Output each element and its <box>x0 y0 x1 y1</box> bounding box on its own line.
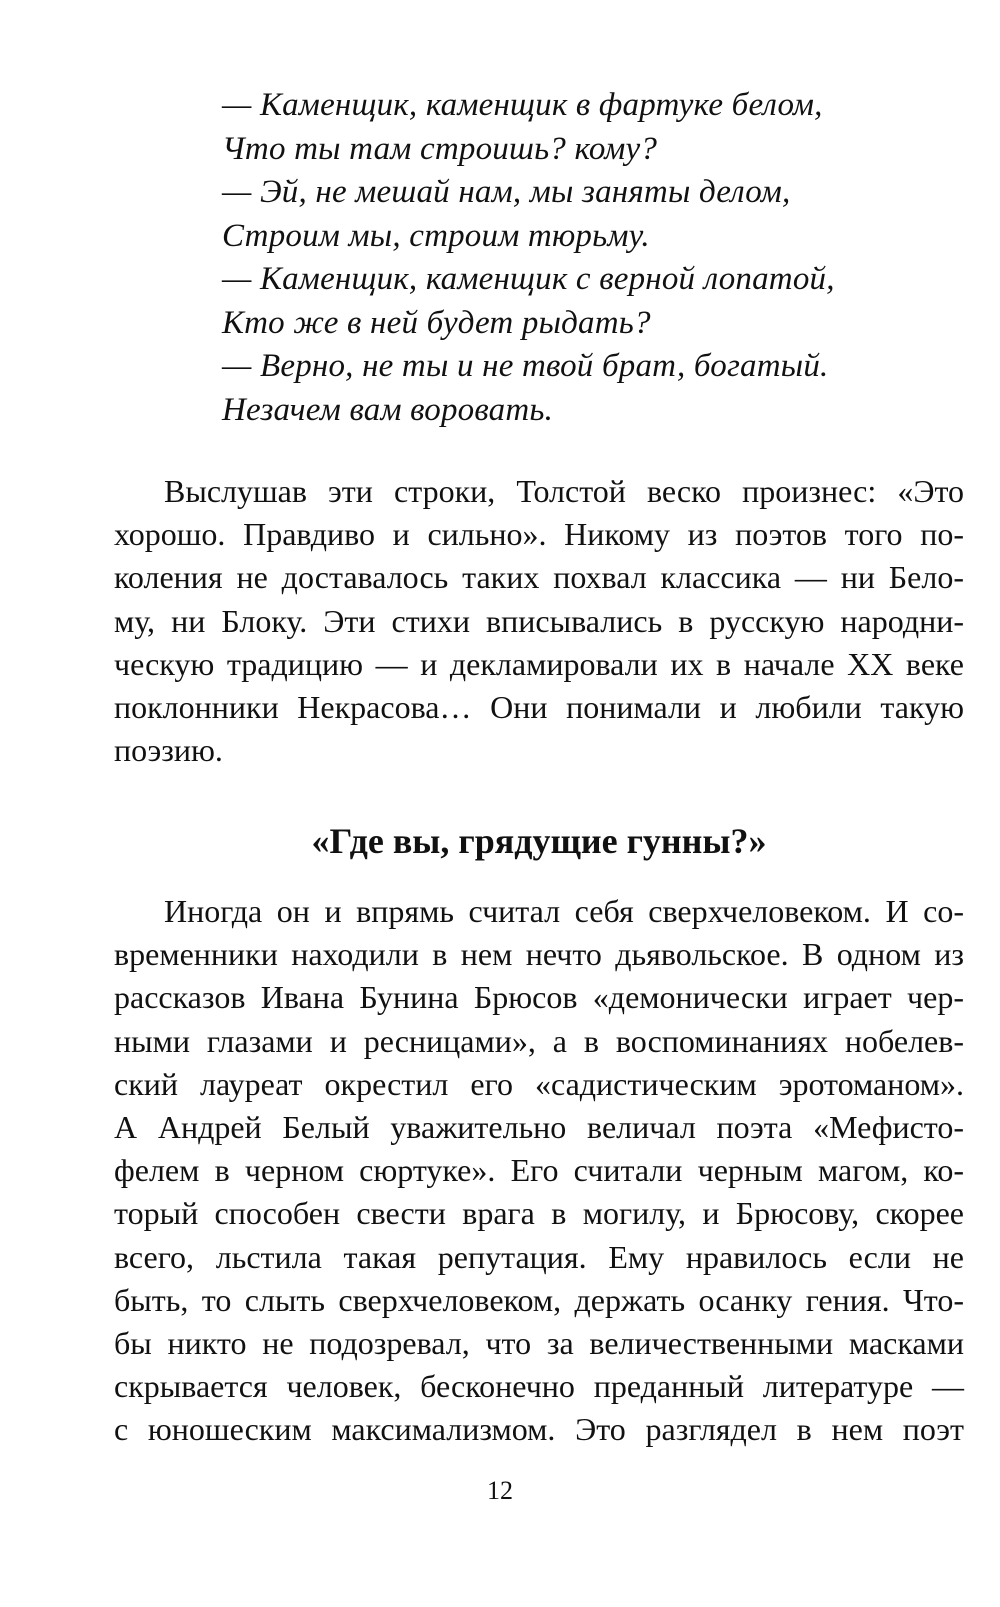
paragraph-line: Иногда он и впрямь считал себя сверхчеловеком. И со- <box>164 893 964 929</box>
poem-line: — Верно, не ты и не твой брат, богатый. <box>222 348 829 384</box>
paragraph-line: скрывается человек, бесконечно преданный литературе — <box>114 1368 964 1405</box>
poem-stanza <box>222 84 922 432</box>
paragraph-line: поэзию. <box>114 732 223 769</box>
poem-line: — Каменщик, каменщик в фартуке белом, <box>222 87 823 123</box>
poem-line: Строим мы, строим тюрьму. <box>222 217 650 254</box>
paragraph-line: быть, то слыть сверхчеловеком, держать осанку гения. Что- <box>114 1281 964 1318</box>
paragraph-line: ский лауреат окрестил его «садистическим эротоманом». <box>114 1065 964 1102</box>
paragraph-line: поклонники Некрасова… Они понимали и любили такую <box>114 688 964 725</box>
paragraph-tolstoy-reaction <box>114 470 964 772</box>
paragraph-line: бы никто не подозревал, что за величественными масками <box>114 1324 964 1361</box>
paragraph-line: Выслушав эти строки, Толстой веско произнес: «Это <box>164 473 964 509</box>
paragraph-line: А Андрей Белый уважительно величал поэта «Мефисто- <box>114 1108 964 1145</box>
paragraph-line: хорошо. Правдиво и сильно». Никому из поэтов того по- <box>114 516 964 553</box>
paragraph-line: всего, льстила такая репутация. Ему нравилось если не <box>114 1238 964 1275</box>
paragraph-line: ческую традицию — и декламировали их в начале XX веке <box>114 645 964 682</box>
paragraph-line: му, ни Блоку. Эти стихи вписывались в русскую народни- <box>114 602 964 639</box>
paragraph-line: фелем в черном сюртуке». Его считали черным магом, ко- <box>114 1152 964 1189</box>
poem-line: — Каменщик, каменщик с верной лопатой, <box>222 261 835 297</box>
page-number: 12 <box>487 1476 513 1505</box>
paragraph-line: ными глазами и ресницами», а в воспоминаниях нобелев- <box>114 1022 964 1059</box>
poem-line: Незачем вам воровать. <box>222 391 554 428</box>
poem-line: Что ты там строишь? кому? <box>222 130 658 167</box>
paragraph-line: временники находили в нем нечто дьявольское. В одном из <box>114 936 964 973</box>
poem-line: Кто же в ней будет рыдать? <box>222 304 651 341</box>
paragraph-line: рассказов Ивана Бунина Брюсов «демонически играет чер- <box>114 979 964 1016</box>
poem-line: — Эй, не мешай нам, мы заняты делом, <box>222 174 791 210</box>
paragraph-line: коления не доставалось таких похвал классика — ни Бело- <box>114 559 964 596</box>
paragraph-superman <box>114 890 964 1451</box>
section-heading: «Где вы, грядущие гунны?» <box>311 821 767 861</box>
paragraph-line: с юношеским максимализмом. Это разглядел в нем поэт <box>114 1411 964 1448</box>
paragraph-line: торый способен свести врага в могилу, и Брюсову, скорее <box>114 1195 964 1232</box>
